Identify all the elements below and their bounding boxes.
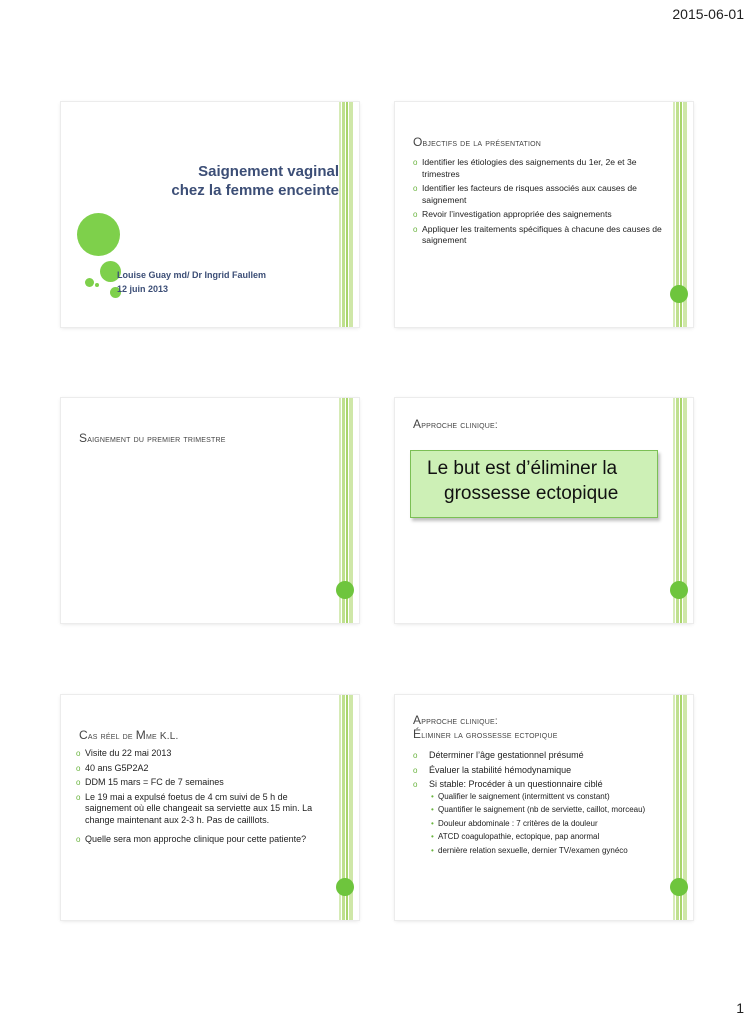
list-item: o Identifier les facteurs de risques associés aux causes de saignement: [413, 183, 637, 205]
dot-bullet-icon: •: [431, 818, 434, 828]
circle-bullet-icon: o: [413, 158, 418, 167]
green-dot-icon: [670, 285, 688, 303]
slide-authors: Louise Guay md/ Dr Ingrid Faullem 12 juin 2013: [117, 270, 267, 294]
list-item: o Le 19 mai a expulsé foetus de 4 cm suivi de 5 h de saignement où elle changeait sa serviette aux 15 min. La change maintenant aux 2-3 h. Pas de cailllots.: [76, 791, 313, 825]
dot-bullet-icon: •: [431, 845, 434, 855]
sub-list-item: • dernière relation sexuelle, dernier TV/examen gynéco: [431, 845, 628, 855]
green-dot-icon: [336, 878, 354, 896]
slide-4-clinical-approach: [395, 398, 693, 623]
slide-1-title: [61, 102, 359, 327]
sub-list-item: • Quantifier le saignement (nb de serviette, caillot, morceau): [431, 805, 646, 814]
list-item: o Identifier les étiologies des saignements du 1er, 2e et 3e trimestres: [413, 157, 637, 179]
page-number: 1: [736, 1000, 744, 1016]
bullet-list: [76, 748, 321, 849]
circle-bullet-icon: o: [413, 224, 418, 234]
print-date: 2015-06-01: [672, 6, 744, 22]
circle-bullet-icon: o: [413, 210, 418, 219]
slide-heading: Saignement du premier trimestre: [79, 431, 226, 445]
list-item: o Quelle sera mon approche clinique pour cette patiente?: [76, 834, 307, 844]
slide-heading: Approche clinique: Éliminer la grossesse ectopique: [413, 713, 558, 741]
sub-list-item: • ATCD coagulopathie, ectopique, pap anormal: [431, 832, 600, 841]
decorative-stripes: [339, 102, 354, 327]
slide-title: Saignement vaginal chez la femme enceinte: [171, 163, 339, 199]
circle-bullet-icon: o: [76, 835, 81, 844]
list-item: o DDM 15 mars = FC de 7 semaines: [76, 777, 224, 787]
sub-list-item: • Qualifier le saignement (intermittent vs constant): [431, 791, 610, 801]
circle-bullet-icon: o: [76, 763, 81, 773]
decorative-circle: [77, 213, 120, 256]
decorative-circle: [85, 278, 94, 287]
dot-bullet-icon: •: [431, 832, 434, 841]
circle-bullet-icon: o: [76, 749, 81, 758]
list-item: o Déterminer l’âge gestationnel présumé: [413, 750, 584, 760]
slide-heading: Approche clinique:: [413, 417, 498, 431]
slide-heading: Objectifs de la présentation: [413, 135, 542, 149]
sub-list-item: • Douleur abdominale : 7 critères de la douleur: [431, 818, 598, 828]
bullet-list: [413, 750, 663, 859]
circle-bullet-icon: o: [76, 778, 81, 787]
bullet-list: [413, 157, 663, 250]
circle-bullet-icon: o: [76, 792, 81, 802]
green-dot-icon: [336, 581, 354, 599]
list-item: o Évaluer la stabilité hémodynamique: [413, 764, 572, 775]
slide-heading: Cas réel de Mme K.L.: [79, 728, 179, 742]
list-item: o 40 ans G5P2A2: [76, 762, 149, 773]
dot-bullet-icon: •: [431, 791, 434, 801]
green-dot-icon: [670, 878, 688, 896]
sub-bullet-list: [429, 792, 663, 857]
decorative-circle: [95, 283, 99, 287]
list-item: o Si stable: Procéder à un questionnaire ciblé • Qualifier le saignement (intermittent vs constant) • Quantifier le saignement (nb de serviette, caillot, morceau) • Douleur abdominale : 7 critères de la douleur • ATCD coagulopathie, ectopique, pap anormal • dernière relation sexuelle, dernier TV/examen gynéco: [413, 779, 663, 856]
list-item: o Revoir l’investigation appropriée des saignements: [413, 209, 612, 219]
slide-5-case: [61, 695, 359, 920]
slide-6-ectopic: [395, 695, 693, 920]
slide-2-objectives: [395, 102, 693, 327]
slide-3-section: [61, 398, 359, 623]
callout-box: Le but est d’éliminer la grossesse ectopique: [410, 450, 658, 518]
circle-bullet-icon: o: [413, 751, 418, 760]
circle-bullet-icon: o: [413, 184, 418, 193]
circle-bullet-icon: o: [413, 780, 418, 789]
list-item: o Appliquer les traitements spécifiques à chacune des causes de saignement: [413, 223, 662, 245]
list-item: o Visite du 22 mai 2013: [76, 748, 172, 758]
circle-bullet-icon: o: [413, 765, 418, 775]
dot-bullet-icon: •: [431, 805, 434, 814]
green-dot-icon: [670, 581, 688, 599]
